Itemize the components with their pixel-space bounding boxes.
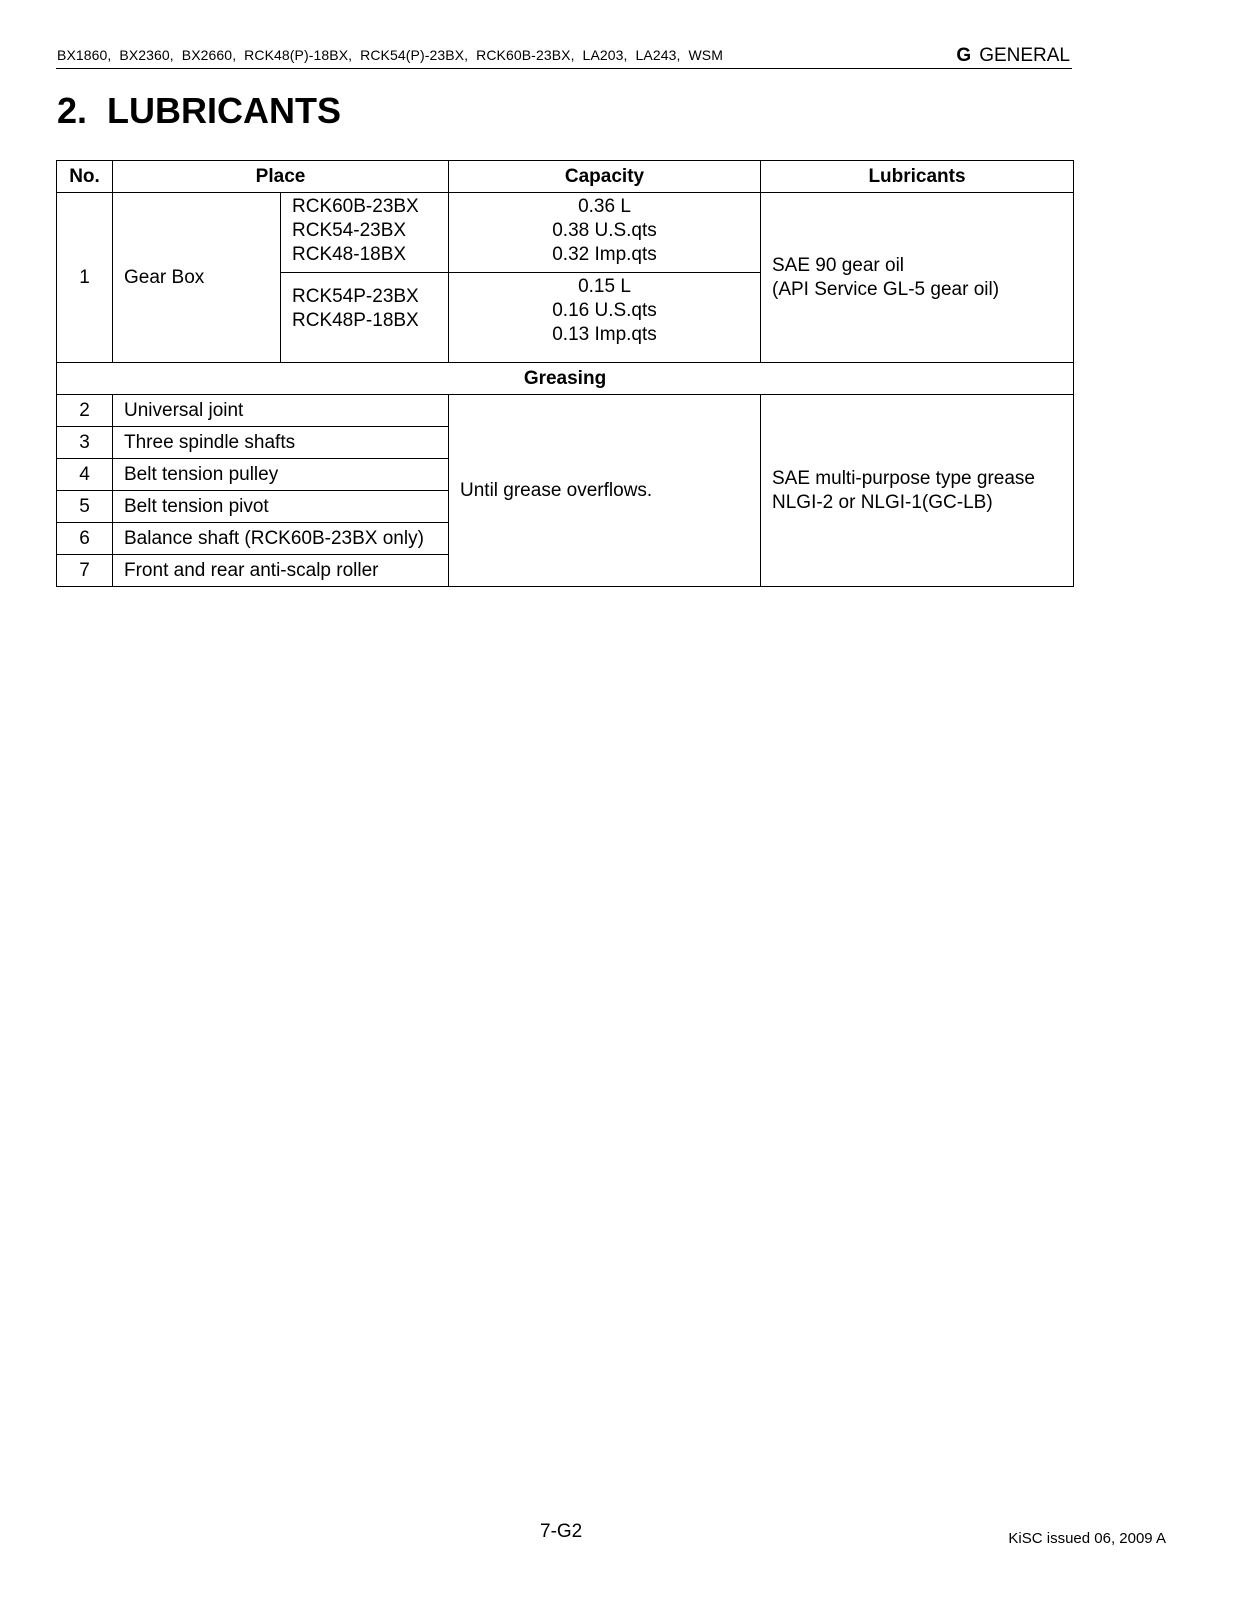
- row-place: Three spindle shafts: [113, 427, 449, 459]
- capacity-group-a: [449, 193, 761, 273]
- header-no: No.: [57, 161, 113, 193]
- lubricants-table: [56, 160, 1074, 587]
- model-name: RCK48-18BX: [292, 244, 407, 265]
- model-group-a: [281, 193, 449, 273]
- greasing-section-row: [57, 363, 1074, 395]
- section-letter: G: [956, 45, 972, 66]
- page-number: 7-G2: [540, 1521, 583, 1542]
- lubricant-line: NLGI-2 or NLGI-1(GC-LB): [772, 491, 993, 513]
- row-no: 6: [57, 523, 113, 555]
- model-name: RCK54P-23BX: [292, 286, 419, 307]
- capacity-value: 0.13 Imp.qts: [552, 324, 657, 345]
- header-capacity: Capacity: [449, 161, 761, 193]
- header-place: Place: [113, 161, 449, 193]
- row-no: 1: [57, 193, 113, 363]
- section-name: GENERAL: [979, 45, 1070, 66]
- header-lubricants: Lubricants: [761, 161, 1074, 193]
- row-no: 3: [57, 427, 113, 459]
- lubricant-line: SAE multi-purpose type grease: [772, 467, 1035, 489]
- row-place: Balance shaft (RCK60B-23BX only): [113, 523, 449, 555]
- lubricant-line: (API Service GL-5 gear oil): [772, 278, 1000, 300]
- row-place: Belt tension pulley: [113, 459, 449, 491]
- model-name: RCK54-23BX: [292, 220, 407, 241]
- capacity-value: 0.38 U.S.qts: [552, 220, 657, 241]
- greasing-label: Greasing: [57, 363, 1074, 395]
- row-no: 2: [57, 395, 113, 427]
- table-header-row: [57, 161, 1074, 193]
- header-model-list: BX1860, BX2360, BX2660, RCK48(P)-18BX, RCK54(P)-23BX, RCK60B-23BX, LA203, LA243, WSM: [57, 47, 723, 63]
- row-no: 4: [57, 459, 113, 491]
- capacity-group-b: [449, 273, 761, 363]
- table-row: [57, 193, 1074, 273]
- row-place: Belt tension pivot: [113, 491, 449, 523]
- page-header: [56, 44, 1072, 69]
- row-no: 7: [57, 555, 113, 587]
- capacity-value: 0.36 L: [578, 196, 631, 217]
- table-row: [57, 395, 1074, 427]
- row-place: Gear Box: [113, 193, 281, 363]
- page-title: 2. LUBRICANTS: [57, 90, 342, 131]
- row-place: Universal joint: [113, 395, 449, 427]
- model-name: RCK60B-23BX: [292, 196, 419, 217]
- gear-oil-lubricant: [761, 193, 1074, 363]
- lubricant-line: SAE 90 gear oil: [772, 254, 905, 276]
- grease-lubricant: [761, 395, 1074, 587]
- model-name: RCK48P-18BX: [292, 310, 419, 331]
- row-place: Front and rear anti-scalp roller: [113, 555, 449, 587]
- issue-note: KiSC issued 06, 2009 A: [1008, 1530, 1166, 1547]
- capacity-value: 0.15 L: [578, 276, 631, 297]
- capacity-value: 0.32 Imp.qts: [552, 244, 657, 265]
- greasing-capacity: Until grease overflows.: [449, 395, 761, 587]
- model-group-b: [281, 273, 449, 363]
- capacity-value: 0.16 U.S.qts: [552, 300, 657, 321]
- header-section: [956, 45, 1070, 67]
- row-no: 5: [57, 491, 113, 523]
